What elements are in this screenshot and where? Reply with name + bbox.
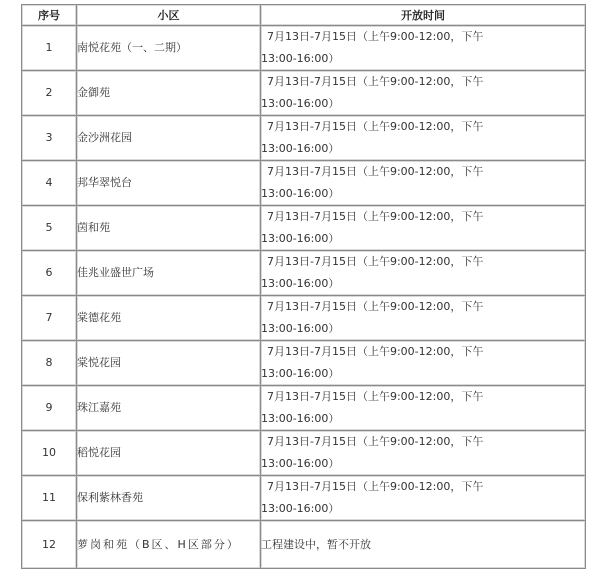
table-row <box>22 206 586 251</box>
table-row <box>22 26 586 71</box>
row-index: 1 <box>22 26 77 71</box>
row-index: 4 <box>22 161 77 206</box>
row-community: 南悦花苑（一、二期） <box>77 26 261 71</box>
hours-line-2: 13:00-16:00） <box>261 52 340 65</box>
hours-line-2: 13:00-16:00） <box>261 277 340 290</box>
row-index: 9 <box>22 386 77 431</box>
hours-line-2: 13:00-16:00） <box>261 142 340 155</box>
row-community: 邦华翠悦台 <box>77 161 261 206</box>
header-community: 小区 <box>77 5 261 26</box>
row-hours <box>261 116 586 161</box>
row-index: 7 <box>22 296 77 341</box>
hours-line-1: 7月13日-7月15日（上午9:00-12:00，下午 <box>267 30 484 43</box>
row-hours <box>261 26 586 71</box>
table-row <box>22 71 586 116</box>
table-row <box>22 431 586 476</box>
header-row <box>22 5 586 26</box>
table-row <box>22 251 586 296</box>
row-hours <box>261 341 586 386</box>
table-header <box>22 5 586 26</box>
hours-line-1: 7月13日-7月15日（上午9:00-12:00，下午 <box>267 390 484 403</box>
row-index: 6 <box>22 251 77 296</box>
hours-line-1: 7月13日-7月15日（上午9:00-12:00，下午 <box>267 255 484 268</box>
table-row <box>22 521 586 569</box>
table-row <box>22 161 586 206</box>
hours-line-1: 7月13日-7月15日（上午9:00-12:00，下午 <box>267 435 484 448</box>
hours-line-1: 7月13日-7月15日（上午9:00-12:00，下午 <box>267 75 484 88</box>
row-index: 3 <box>22 116 77 161</box>
row-hours <box>261 71 586 116</box>
row-index: 8 <box>22 341 77 386</box>
hours-line-2: 13:00-16:00） <box>261 367 340 380</box>
row-index: 12 <box>22 521 77 569</box>
hours-line-2: 13:00-16:00） <box>261 97 340 110</box>
header-hours: 开放时间 <box>261 5 586 26</box>
row-hours <box>261 296 586 341</box>
table-row <box>22 341 586 386</box>
row-community: 茵和苑 <box>77 206 261 251</box>
row-community: 金御苑 <box>77 71 261 116</box>
row-community: 稻悦花园 <box>77 431 261 476</box>
hours-line-1: 7月13日-7月15日（上午9:00-12:00，下午 <box>267 165 484 178</box>
hours-line-2: 13:00-16:00） <box>261 187 340 200</box>
row-community: 棠悦花园 <box>77 341 261 386</box>
hours-line-1: 7月13日-7月15日（上午9:00-12:00，下午 <box>267 210 484 223</box>
row-index: 11 <box>22 476 77 521</box>
hours-line-2: 13:00-16:00） <box>261 232 340 245</box>
row-index: 10 <box>22 431 77 476</box>
header-index: 序号 <box>22 5 77 26</box>
opening-schedule-table <box>21 4 586 569</box>
table-row <box>22 296 586 341</box>
hours-line-2: 13:00-16:00） <box>261 412 340 425</box>
hours-line-1: 7月13日-7月15日（上午9:00-12:00，下午 <box>267 480 484 493</box>
table-row <box>22 476 586 521</box>
table-body <box>22 26 586 569</box>
row-index: 5 <box>22 206 77 251</box>
row-community: 保利紫林香苑 <box>77 476 261 521</box>
row-community: 佳兆业盛世广场 <box>77 251 261 296</box>
row-community: 棠德花苑 <box>77 296 261 341</box>
hours-line-2: 13:00-16:00） <box>261 502 340 515</box>
row-hours <box>261 386 586 431</box>
row-community: 金沙洲花园 <box>77 116 261 161</box>
row-hours <box>261 206 586 251</box>
row-hours <box>261 161 586 206</box>
row-community: 萝岗和苑（B区、H区部分） <box>77 521 261 569</box>
hours-line-1: 7月13日-7月15日（上午9:00-12:00，下午 <box>267 300 484 313</box>
hours-line-2: 13:00-16:00） <box>261 322 340 335</box>
row-hours <box>261 431 586 476</box>
hours-line-1: 7月13日-7月15日（上午9:00-12:00，下午 <box>267 120 484 133</box>
hours-line-2: 13:00-16:00） <box>261 457 340 470</box>
row-hours <box>261 251 586 296</box>
row-status: 工程建设中，暂不开放 <box>261 521 586 569</box>
hours-line-1: 7月13日-7月15日（上午9:00-12:00，下午 <box>267 345 484 358</box>
row-index: 2 <box>22 71 77 116</box>
row-hours <box>261 476 586 521</box>
row-community: 珠江嘉苑 <box>77 386 261 431</box>
table-row <box>22 386 586 431</box>
table-row <box>22 116 586 161</box>
